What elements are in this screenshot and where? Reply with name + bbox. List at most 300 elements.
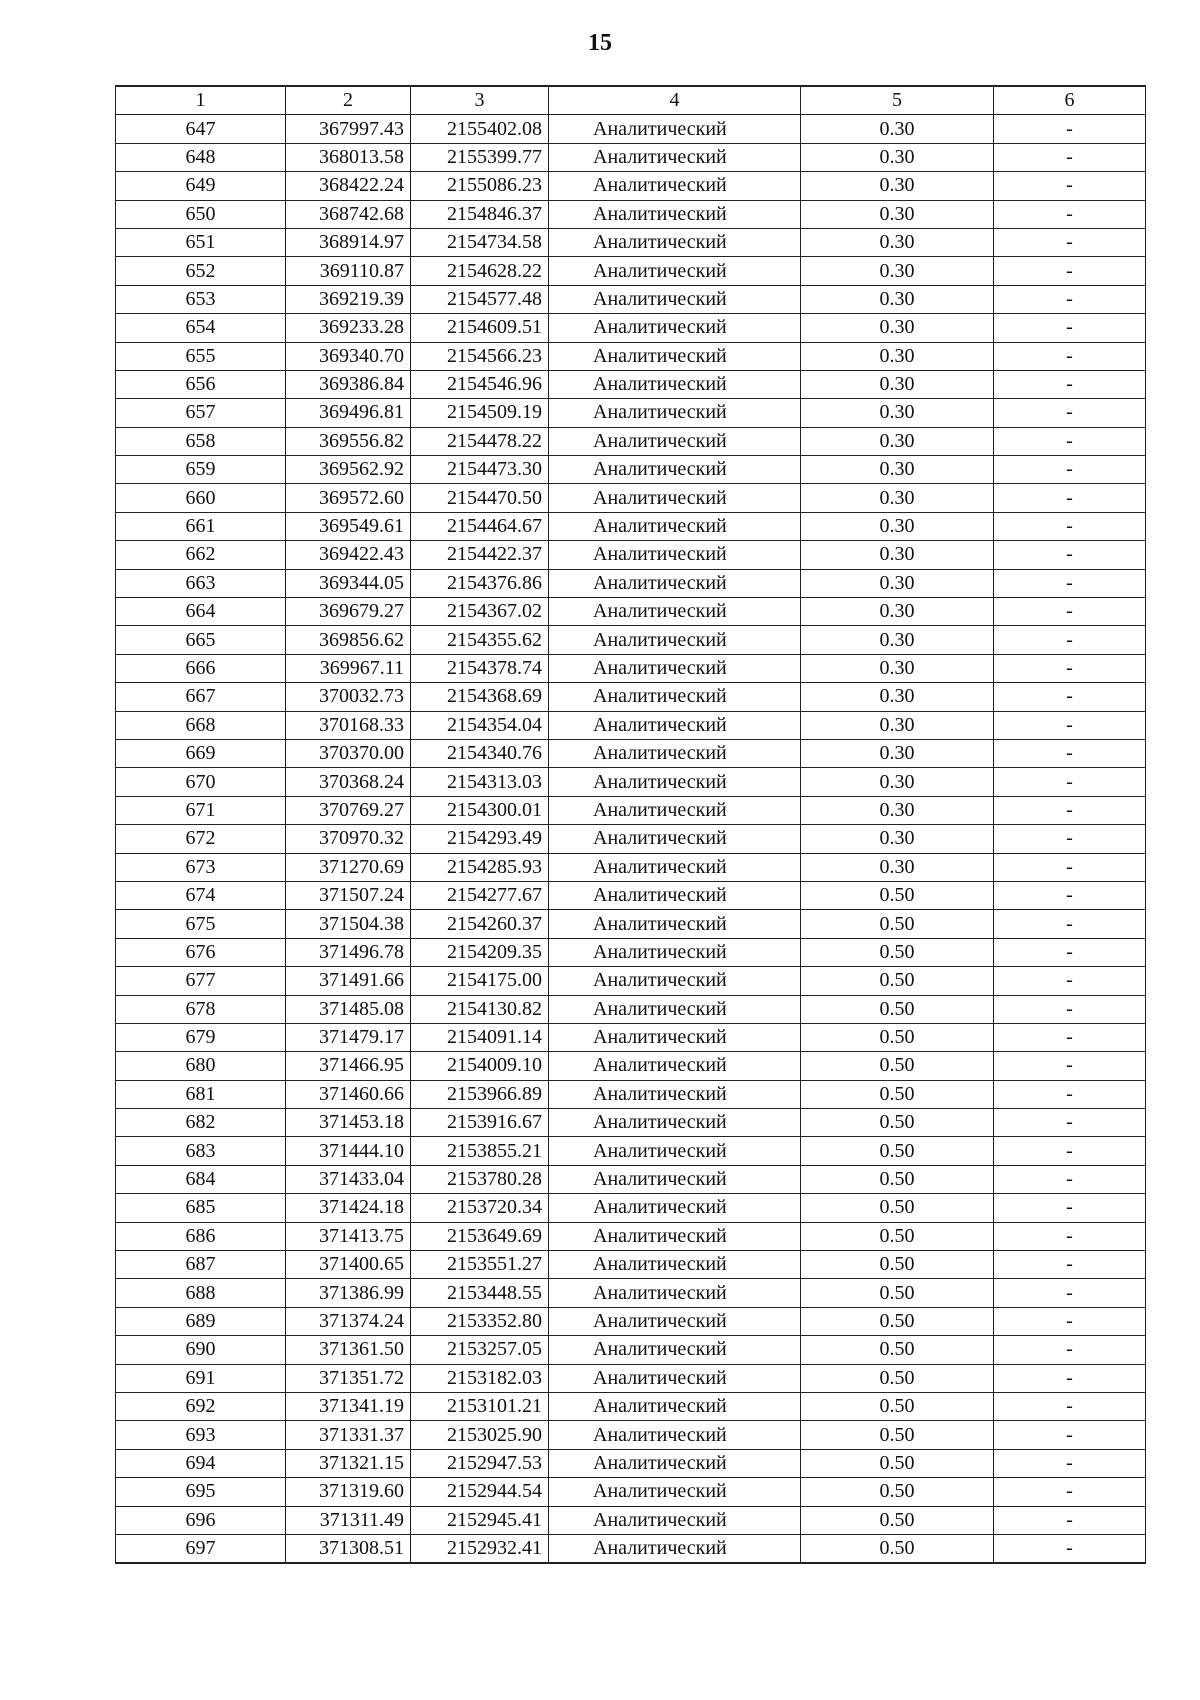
cell-method: Аналитический (549, 683, 801, 711)
cell-note: - (994, 200, 1146, 228)
cell-y-coordinate: 2153352.80 (411, 1307, 549, 1335)
cell-point-number: 654 (116, 314, 286, 342)
cell-point-number: 656 (116, 370, 286, 398)
table-row (116, 938, 1146, 966)
cell-y-coordinate: 2153101.21 (411, 1392, 549, 1420)
cell-accuracy: 0.50 (801, 1364, 994, 1392)
table-row (116, 427, 1146, 455)
cell-x-coordinate: 371386.99 (286, 1279, 411, 1307)
cell-accuracy: 0.30 (801, 654, 994, 682)
cell-x-coordinate: 369386.84 (286, 370, 411, 398)
table-row (116, 456, 1146, 484)
cell-x-coordinate: 371466.95 (286, 1052, 411, 1080)
cell-point-number: 684 (116, 1165, 286, 1193)
cell-x-coordinate: 370168.33 (286, 711, 411, 739)
cell-note: - (994, 257, 1146, 285)
cell-x-coordinate: 369233.28 (286, 314, 411, 342)
cell-note: - (994, 541, 1146, 569)
cell-y-coordinate: 2153649.69 (411, 1222, 549, 1250)
cell-x-coordinate: 371413.75 (286, 1222, 411, 1250)
cell-note: - (994, 1222, 1146, 1250)
cell-point-number: 683 (116, 1137, 286, 1165)
cell-point-number: 661 (116, 512, 286, 540)
cell-note: - (994, 598, 1146, 626)
cell-accuracy: 0.30 (801, 711, 994, 739)
cell-method: Аналитический (549, 143, 801, 171)
cell-note: - (994, 1478, 1146, 1506)
cell-method: Аналитический (549, 1421, 801, 1449)
cell-point-number: 658 (116, 427, 286, 455)
cell-x-coordinate: 371433.04 (286, 1165, 411, 1193)
column-header: 6 (994, 86, 1146, 115)
cell-accuracy: 0.50 (801, 995, 994, 1023)
cell-accuracy: 0.50 (801, 1222, 994, 1250)
cell-method: Аналитический (549, 314, 801, 342)
cell-y-coordinate: 2154340.76 (411, 739, 549, 767)
cell-method: Аналитический (549, 1023, 801, 1051)
cell-accuracy: 0.30 (801, 853, 994, 881)
table-row (116, 1165, 1146, 1193)
cell-note: - (994, 115, 1146, 143)
cell-point-number: 696 (116, 1506, 286, 1534)
cell-note: - (994, 654, 1146, 682)
cell-accuracy: 0.30 (801, 598, 994, 626)
table-row (116, 711, 1146, 739)
cell-method: Аналитический (549, 399, 801, 427)
cell-note: - (994, 683, 1146, 711)
cell-y-coordinate: 2154734.58 (411, 228, 549, 256)
table-row (116, 314, 1146, 342)
cell-x-coordinate: 371341.19 (286, 1392, 411, 1420)
cell-y-coordinate: 2154354.04 (411, 711, 549, 739)
table-row (116, 910, 1146, 938)
cell-accuracy: 0.30 (801, 257, 994, 285)
cell-note: - (994, 825, 1146, 853)
page-number: 15 (588, 30, 612, 56)
cell-x-coordinate: 368013.58 (286, 143, 411, 171)
cell-x-coordinate: 369496.81 (286, 399, 411, 427)
cell-method: Аналитический (549, 427, 801, 455)
cell-method: Аналитический (549, 967, 801, 995)
cell-note: - (994, 1023, 1146, 1051)
cell-accuracy: 0.30 (801, 569, 994, 597)
cell-y-coordinate: 2153551.27 (411, 1251, 549, 1279)
cell-point-number: 669 (116, 739, 286, 767)
cell-x-coordinate: 371453.18 (286, 1109, 411, 1137)
cell-x-coordinate: 371444.10 (286, 1137, 411, 1165)
cell-x-coordinate: 371361.50 (286, 1336, 411, 1364)
cell-accuracy: 0.50 (801, 1080, 994, 1108)
cell-accuracy: 0.50 (801, 1478, 994, 1506)
cell-point-number: 653 (116, 285, 286, 313)
table-row (116, 1534, 1146, 1563)
cell-x-coordinate: 369340.70 (286, 342, 411, 370)
cell-point-number: 651 (116, 228, 286, 256)
cell-method: Аналитический (549, 1279, 801, 1307)
cell-accuracy: 0.30 (801, 739, 994, 767)
cell-y-coordinate: 2154293.49 (411, 825, 549, 853)
cell-y-coordinate: 2153182.03 (411, 1364, 549, 1392)
cell-y-coordinate: 2152945.41 (411, 1506, 549, 1534)
cell-x-coordinate: 371424.18 (286, 1194, 411, 1222)
cell-x-coordinate: 369219.39 (286, 285, 411, 313)
table-row (116, 1023, 1146, 1051)
cell-accuracy: 0.50 (801, 1165, 994, 1193)
cell-point-number: 687 (116, 1251, 286, 1279)
cell-y-coordinate: 2154609.51 (411, 314, 549, 342)
cell-y-coordinate: 2154422.37 (411, 541, 549, 569)
cell-point-number: 697 (116, 1534, 286, 1563)
cell-point-number: 670 (116, 768, 286, 796)
cell-y-coordinate: 2154478.22 (411, 427, 549, 455)
table-row (116, 1052, 1146, 1080)
cell-point-number: 688 (116, 1279, 286, 1307)
cell-x-coordinate: 370970.32 (286, 825, 411, 853)
cell-method: Аналитический (549, 456, 801, 484)
cell-note: - (994, 1279, 1146, 1307)
cell-method: Аналитический (549, 1137, 801, 1165)
cell-note: - (994, 1336, 1146, 1364)
cell-note: - (994, 995, 1146, 1023)
cell-point-number: 671 (116, 796, 286, 824)
cell-note: - (994, 1137, 1146, 1165)
cell-accuracy: 0.30 (801, 172, 994, 200)
cell-y-coordinate: 2153855.21 (411, 1137, 549, 1165)
table-row (116, 1279, 1146, 1307)
cell-note: - (994, 484, 1146, 512)
cell-x-coordinate: 371400.65 (286, 1251, 411, 1279)
cell-note: - (994, 427, 1146, 455)
table-row (116, 541, 1146, 569)
cell-note: - (994, 399, 1146, 427)
cell-note: - (994, 1251, 1146, 1279)
cell-y-coordinate: 2155086.23 (411, 172, 549, 200)
cell-method: Аналитический (549, 739, 801, 767)
cell-point-number: 692 (116, 1392, 286, 1420)
table-row (116, 1421, 1146, 1449)
table-row (116, 967, 1146, 995)
cell-x-coordinate: 368422.24 (286, 172, 411, 200)
cell-method: Аналитический (549, 626, 801, 654)
cell-accuracy: 0.30 (801, 825, 994, 853)
table-header-row (116, 86, 1146, 115)
table-row (116, 853, 1146, 881)
cell-note: - (994, 1109, 1146, 1137)
table-row (116, 228, 1146, 256)
cell-x-coordinate: 371504.38 (286, 910, 411, 938)
cell-accuracy: 0.50 (801, 1194, 994, 1222)
table-row (116, 626, 1146, 654)
cell-point-number: 675 (116, 910, 286, 938)
cell-note: - (994, 739, 1146, 767)
cell-note: - (994, 768, 1146, 796)
cell-y-coordinate: 2153780.28 (411, 1165, 549, 1193)
cell-y-coordinate: 2154175.00 (411, 967, 549, 995)
cell-y-coordinate: 2155399.77 (411, 143, 549, 171)
table-row (116, 342, 1146, 370)
cell-x-coordinate: 369344.05 (286, 569, 411, 597)
table-row (116, 739, 1146, 767)
cell-x-coordinate: 368914.97 (286, 228, 411, 256)
cell-note: - (994, 910, 1146, 938)
cell-point-number: 680 (116, 1052, 286, 1080)
table-row (116, 257, 1146, 285)
table-body (116, 115, 1146, 1563)
cell-y-coordinate: 2154577.48 (411, 285, 549, 313)
cell-accuracy: 0.50 (801, 1449, 994, 1477)
cell-method: Аналитический (549, 1109, 801, 1137)
cell-note: - (994, 967, 1146, 995)
column-header: 2 (286, 86, 411, 115)
cell-point-number: 667 (116, 683, 286, 711)
cell-note: - (994, 711, 1146, 739)
table-row (116, 512, 1146, 540)
cell-note: - (994, 512, 1146, 540)
table-row (116, 1449, 1146, 1477)
cell-method: Аналитический (549, 1080, 801, 1108)
cell-note: - (994, 1506, 1146, 1534)
cell-accuracy: 0.50 (801, 967, 994, 995)
cell-method: Аналитический (549, 1506, 801, 1534)
cell-point-number: 672 (116, 825, 286, 853)
cell-method: Аналитический (549, 995, 801, 1023)
cell-note: - (994, 1080, 1146, 1108)
cell-note: - (994, 626, 1146, 654)
table-row (116, 825, 1146, 853)
cell-method: Аналитический (549, 512, 801, 540)
cell-accuracy: 0.30 (801, 541, 994, 569)
cell-method: Аналитический (549, 938, 801, 966)
table-row (116, 598, 1146, 626)
cell-y-coordinate: 2154470.50 (411, 484, 549, 512)
cell-x-coordinate: 369856.62 (286, 626, 411, 654)
cell-point-number: 648 (116, 143, 286, 171)
cell-x-coordinate: 371507.24 (286, 881, 411, 909)
cell-note: - (994, 853, 1146, 881)
cell-y-coordinate: 2154367.02 (411, 598, 549, 626)
cell-x-coordinate: 371479.17 (286, 1023, 411, 1051)
cell-point-number: 693 (116, 1421, 286, 1449)
cell-note: - (994, 342, 1146, 370)
table-row (116, 796, 1146, 824)
cell-y-coordinate: 2154376.86 (411, 569, 549, 597)
cell-method: Аналитический (549, 1307, 801, 1335)
cell-x-coordinate: 370368.24 (286, 768, 411, 796)
table-row (116, 1336, 1146, 1364)
table-row (116, 484, 1146, 512)
cell-method: Аналитический (549, 1364, 801, 1392)
cell-x-coordinate: 367997.43 (286, 115, 411, 143)
cell-y-coordinate: 2152944.54 (411, 1478, 549, 1506)
cell-y-coordinate: 2155402.08 (411, 115, 549, 143)
cell-note: - (994, 1364, 1146, 1392)
cell-y-coordinate: 2154473.30 (411, 456, 549, 484)
table-row (116, 172, 1146, 200)
cell-method: Аналитический (549, 768, 801, 796)
cell-note: - (994, 456, 1146, 484)
cell-accuracy: 0.30 (801, 314, 994, 342)
table-row (116, 285, 1146, 313)
cell-accuracy: 0.30 (801, 626, 994, 654)
cell-accuracy: 0.50 (801, 1137, 994, 1165)
cell-accuracy: 0.50 (801, 1109, 994, 1137)
cell-point-number: 668 (116, 711, 286, 739)
cell-x-coordinate: 369556.82 (286, 427, 411, 455)
cell-x-coordinate: 371485.08 (286, 995, 411, 1023)
cell-accuracy: 0.50 (801, 1506, 994, 1534)
cell-y-coordinate: 2153916.67 (411, 1109, 549, 1137)
cell-note: - (994, 285, 1146, 313)
cell-note: - (994, 1534, 1146, 1563)
cell-point-number: 655 (116, 342, 286, 370)
cell-y-coordinate: 2154378.74 (411, 654, 549, 682)
table-row (116, 399, 1146, 427)
table-row (116, 1478, 1146, 1506)
cell-accuracy: 0.50 (801, 1392, 994, 1420)
cell-x-coordinate: 370032.73 (286, 683, 411, 711)
cell-method: Аналитический (549, 1449, 801, 1477)
cell-point-number: 686 (116, 1222, 286, 1250)
cell-point-number: 659 (116, 456, 286, 484)
cell-y-coordinate: 2154628.22 (411, 257, 549, 285)
cell-x-coordinate: 371270.69 (286, 853, 411, 881)
cell-accuracy: 0.30 (801, 484, 994, 512)
cell-y-coordinate: 2152932.41 (411, 1534, 549, 1563)
cell-point-number: 673 (116, 853, 286, 881)
cell-x-coordinate: 369572.60 (286, 484, 411, 512)
cell-method: Аналитический (549, 853, 801, 881)
cell-method: Аналитический (549, 342, 801, 370)
table-row (116, 1392, 1146, 1420)
cell-method: Аналитический (549, 711, 801, 739)
cell-y-coordinate: 2154009.10 (411, 1052, 549, 1080)
cell-note: - (994, 1194, 1146, 1222)
cell-note: - (994, 1165, 1146, 1193)
cell-accuracy: 0.50 (801, 1336, 994, 1364)
cell-method: Аналитический (549, 598, 801, 626)
cell-point-number: 676 (116, 938, 286, 966)
cell-note: - (994, 1307, 1146, 1335)
cell-accuracy: 0.30 (801, 796, 994, 824)
cell-y-coordinate: 2154509.19 (411, 399, 549, 427)
cell-point-number: 666 (116, 654, 286, 682)
cell-x-coordinate: 371374.24 (286, 1307, 411, 1335)
cell-point-number: 691 (116, 1364, 286, 1392)
cell-note: - (994, 938, 1146, 966)
cell-note: - (994, 881, 1146, 909)
cell-y-coordinate: 2154285.93 (411, 853, 549, 881)
cell-x-coordinate: 371321.15 (286, 1449, 411, 1477)
cell-accuracy: 0.50 (801, 1307, 994, 1335)
table-row (116, 1222, 1146, 1250)
cell-note: - (994, 1449, 1146, 1477)
cell-x-coordinate: 371331.37 (286, 1421, 411, 1449)
cell-accuracy: 0.50 (801, 1421, 994, 1449)
cell-point-number: 678 (116, 995, 286, 1023)
cell-method: Аналитический (549, 1392, 801, 1420)
cell-method: Аналитический (549, 257, 801, 285)
cell-point-number: 674 (116, 881, 286, 909)
cell-accuracy: 0.50 (801, 938, 994, 966)
cell-method: Аналитический (549, 200, 801, 228)
cell-y-coordinate: 2154313.03 (411, 768, 549, 796)
cell-method: Аналитический (549, 1222, 801, 1250)
cell-point-number: 690 (116, 1336, 286, 1364)
cell-point-number: 685 (116, 1194, 286, 1222)
cell-point-number: 682 (116, 1109, 286, 1137)
cell-method: Аналитический (549, 1336, 801, 1364)
cell-point-number: 679 (116, 1023, 286, 1051)
cell-note: - (994, 796, 1146, 824)
cell-note: - (994, 143, 1146, 171)
cell-accuracy: 0.30 (801, 456, 994, 484)
cell-point-number: 694 (116, 1449, 286, 1477)
cell-accuracy: 0.30 (801, 370, 994, 398)
table-row (116, 1251, 1146, 1279)
cell-method: Аналитический (549, 172, 801, 200)
column-header: 4 (549, 86, 801, 115)
table-row (116, 569, 1146, 597)
cell-y-coordinate: 2153025.90 (411, 1421, 549, 1449)
cell-x-coordinate: 371460.66 (286, 1080, 411, 1108)
cell-x-coordinate: 371496.78 (286, 938, 411, 966)
table-row (116, 1194, 1146, 1222)
cell-point-number: 665 (116, 626, 286, 654)
cell-y-coordinate: 2154566.23 (411, 342, 549, 370)
cell-x-coordinate: 371351.72 (286, 1364, 411, 1392)
table-row (116, 1080, 1146, 1108)
cell-accuracy: 0.50 (801, 1534, 994, 1563)
cell-accuracy: 0.30 (801, 512, 994, 540)
cell-point-number: 681 (116, 1080, 286, 1108)
cell-accuracy: 0.30 (801, 228, 994, 256)
column-header: 5 (801, 86, 994, 115)
cell-point-number: 695 (116, 1478, 286, 1506)
cell-y-coordinate: 2153448.55 (411, 1279, 549, 1307)
cell-point-number: 660 (116, 484, 286, 512)
cell-note: - (994, 172, 1146, 200)
cell-method: Аналитический (549, 285, 801, 313)
cell-method: Аналитический (549, 1478, 801, 1506)
table-row (116, 1506, 1146, 1534)
cell-point-number: 677 (116, 967, 286, 995)
table-row (116, 881, 1146, 909)
cell-method: Аналитический (549, 910, 801, 938)
cell-x-coordinate: 369562.92 (286, 456, 411, 484)
cell-accuracy: 0.30 (801, 115, 994, 143)
cell-method: Аналитический (549, 1251, 801, 1279)
cell-method: Аналитический (549, 115, 801, 143)
cell-x-coordinate: 371319.60 (286, 1478, 411, 1506)
cell-method: Аналитический (549, 825, 801, 853)
table-row (116, 683, 1146, 711)
cell-method: Аналитический (549, 796, 801, 824)
cell-accuracy: 0.50 (801, 1023, 994, 1051)
cell-accuracy: 0.30 (801, 143, 994, 171)
cell-y-coordinate: 2154130.82 (411, 995, 549, 1023)
cell-accuracy: 0.50 (801, 881, 994, 909)
column-header: 3 (411, 86, 549, 115)
cell-note: - (994, 1421, 1146, 1449)
cell-note: - (994, 370, 1146, 398)
cell-y-coordinate: 2152947.53 (411, 1449, 549, 1477)
cell-point-number: 664 (116, 598, 286, 626)
cell-accuracy: 0.50 (801, 910, 994, 938)
cell-point-number: 657 (116, 399, 286, 427)
table-row (116, 200, 1146, 228)
cell-y-coordinate: 2154209.35 (411, 938, 549, 966)
cell-y-coordinate: 2154546.96 (411, 370, 549, 398)
